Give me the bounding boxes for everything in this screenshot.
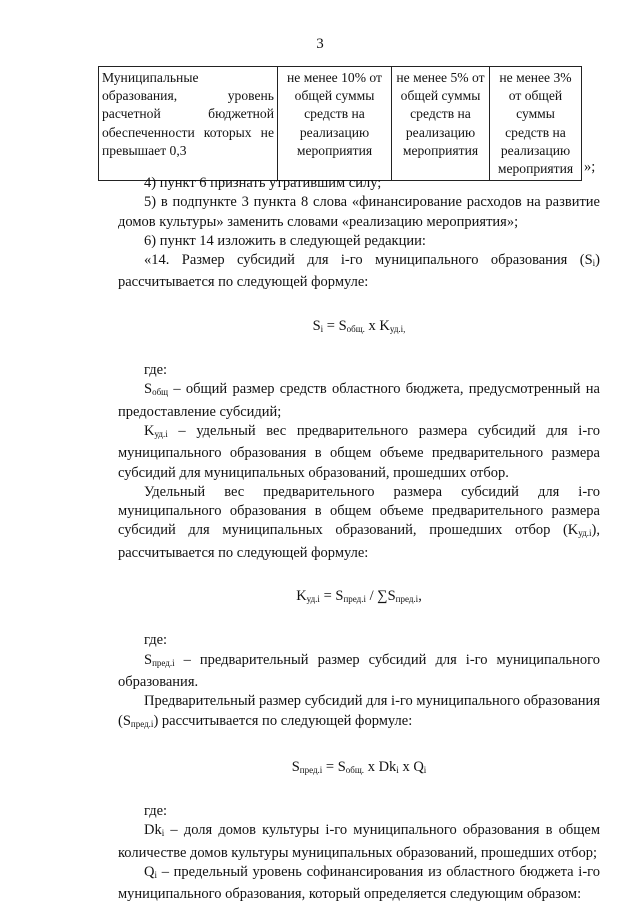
formula-specific-weight: $K_{уд.i} = S_{пред.i} / \sum S_{пред.i}$,: [296, 588, 422, 605]
table-cell-municipal: Муниципальные образования, уровень расчетной бюджетной обеспеченности которых не превышает 0,3: [99, 67, 278, 181]
table-row: [99, 67, 582, 181]
paragraph-14: «14. Размер субсидий для i-го муниципального образования $(S_i)$ рассчитывается по следующей формуле:: [118, 252, 600, 291]
formula-subsidy-size: $S_i = S_{общ.}$ x $K_{уд.i,}$: [312, 317, 406, 334]
paragraph-preliminary-size: Предварительный размер субсидий для i-го муниципального образования $(S_{пред.i})$ рассчитывается по следующей формуле:: [118, 693, 600, 729]
definition-s-pred: $S_{пред.i}$ – предварительный размер субсидий для i-го муниципального образования.: [118, 651, 600, 690]
definition-dk: $Dk_i$ – доля домов культуры i-го муниципального образования в общем количестве домов культуры муниципальных образований, прошедших отбор;: [118, 822, 600, 861]
paragraph-item-4: 4) пункт 6 признать утратившим силу;: [144, 175, 382, 191]
paragraph-specific-weight: Удельный вес предварительного размера субсидий для i-го муниципального образования в общем объеме предварительного размера субсидий для муниципальных образований, прошедших отбор $(K_{уд.i})$, рассчитывается по следующей формуле:: [118, 483, 600, 561]
definition-s-obsh: $S_{общ}$ – общий размер средств областного бюджета, предусмотренный на предоставление субсидий;: [118, 381, 600, 420]
where-label: где:: [144, 803, 168, 820]
table-cell-10pct: не менее 10% от общей суммы средств на реализацию мероприятия: [278, 67, 392, 181]
formula-preliminary-size: $S_{пред.i} = S_{общ.}$ x $Dk_i$ x $Q_i$: [291, 758, 427, 775]
paragraph-item-6: 6) пункт 14 изложить в следующей редакции:: [144, 232, 426, 249]
table-cell-3pct: не менее 3% от общей суммы средств на реализацию мероприятия: [490, 67, 582, 181]
table-closing-quote: »;: [584, 159, 596, 175]
where-label: где:: [144, 362, 168, 379]
page-number: 3: [316, 36, 324, 52]
table-cell-5pct: не менее 5% от общей суммы средств на реализацию мероприятия: [392, 67, 490, 181]
document-body: [118, 174, 600, 905]
definition-k-ud: $K_{уд.i}$ – удельный вес предварительного размера субсидий для i-го муниципального образования в общем объеме предварительного размера субсидий для муниципальных образований, прошедших отбор.: [118, 422, 600, 481]
where-label: где:: [144, 632, 168, 649]
paragraph-item-5: 5) в подпункте 3 пункта 8 слова «финансирование расходов на развитие домов культуры» заменить словами «реализацию мероприятия»;: [118, 194, 600, 230]
definition-q: $Q_i$ – предельный уровень софинансирования из областного бюджета i-го муниципального образования, который определяется следующим образом:: [118, 864, 600, 903]
subsidy-table: [98, 66, 582, 181]
